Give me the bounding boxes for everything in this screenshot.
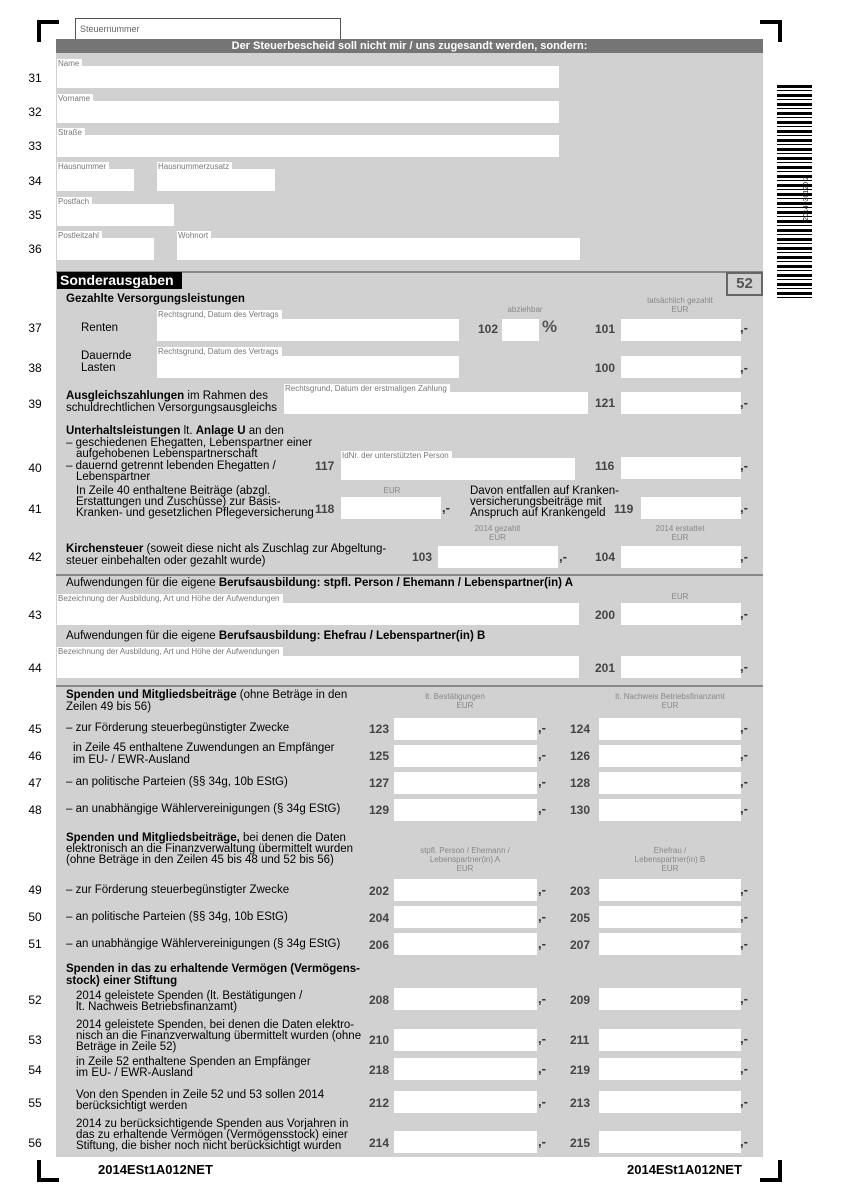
code-210: 210 xyxy=(369,1033,390,1047)
code-200: 200 xyxy=(595,608,616,622)
dash-219: ,- xyxy=(740,1061,748,1076)
ausbildung-b-heading: Aufwendungen für die eigene Berufsausbildung: Ehefrau / Lebenspartner(in) B xyxy=(66,630,486,642)
kirchensteuer-gezahlt-field[interactable] xyxy=(438,546,558,568)
dash-101: ,- xyxy=(740,320,748,335)
line-number-45: 45 xyxy=(28,722,42,736)
footer-form-id-left: 2014ESt1A012NET xyxy=(98,1162,213,1177)
line52-text-1: 2014 geleistete Spenden (lt. Bestätigungen / xyxy=(76,990,303,1002)
line54-text-2: im EU- / EWR-Ausland xyxy=(76,1067,193,1079)
line55-colA-field[interactable] xyxy=(394,1091,537,1113)
code-218: 218 xyxy=(369,1063,390,1077)
dash-201: ,- xyxy=(740,659,748,674)
dash-129: ,- xyxy=(538,801,546,816)
ausbildung-a-bezeichnung-field[interactable] xyxy=(57,603,579,625)
line52-text-2: lt. Nachweis Betriebsfinanzamt) xyxy=(76,1001,238,1013)
hausnummerzusatz-label: Hausnummerzusatz xyxy=(157,162,232,171)
steuernummer-label: Steuernummer xyxy=(80,24,140,34)
code-126: 126 xyxy=(570,749,591,763)
dash-210: ,- xyxy=(538,1031,546,1046)
ausbildung-b-bezeichnung-label: Bezeichnung der Ausbildung, Art und Höhe der Aufwendungen xyxy=(57,647,283,656)
krankengeld-field[interactable] xyxy=(641,497,741,519)
dash-103: ,- xyxy=(559,549,567,564)
code-117: 117 xyxy=(315,459,335,473)
line-number-41: 41 xyxy=(28,502,42,516)
spenden-col2-header-2: EUR xyxy=(661,701,679,710)
dash-130: ,- xyxy=(740,801,748,816)
dauernde-lasten-label-2: Lasten xyxy=(81,362,116,374)
postfach-label: Postfach xyxy=(57,197,92,206)
separator-spenden xyxy=(56,685,763,687)
unterhalt-text-3: aufgehobenen Lebenspartnerschaft xyxy=(76,448,258,460)
code-124: 124 xyxy=(570,722,591,736)
dash-100: ,- xyxy=(740,360,748,375)
tatsaechlich-header-2: EUR xyxy=(671,305,689,314)
code-103: 103 xyxy=(412,550,433,564)
dash-206: ,- xyxy=(538,936,546,951)
dash-202: ,- xyxy=(538,882,546,897)
line-number-56: 56 xyxy=(28,1136,42,1150)
stiftung-heading-2: stock) einer Stiftung xyxy=(66,975,178,987)
unterhalt-text-4: – dauernd getrennt lebenden Ehegatten / xyxy=(66,460,276,472)
line46-text-2: im EU- / EWR-Ausland xyxy=(73,754,190,766)
erstattet-header-1: 2014 erstattet xyxy=(655,524,705,533)
code-118: 118 xyxy=(315,502,335,516)
code-128: 128 xyxy=(570,776,591,790)
idnr-field[interactable] xyxy=(341,458,575,480)
code-104: 104 xyxy=(595,550,616,564)
dash-209: ,- xyxy=(740,991,748,1006)
code-219: 219 xyxy=(570,1063,591,1077)
line48-col2-field[interactable] xyxy=(599,799,741,821)
unterhalt-text-5: Lebenspartner xyxy=(76,471,151,483)
line-number-42: 42 xyxy=(28,550,42,564)
line-number-35: 35 xyxy=(28,208,42,222)
ausgleich-betrag-field[interactable] xyxy=(621,392,741,414)
stiftung-heading-1: Spenden in das zu erhaltende Vermögen (Vermögens- xyxy=(66,963,360,975)
line54-text-1: in Zeile 52 enthaltene Spenden an Empfänger xyxy=(76,1056,311,1068)
line-number-55: 55 xyxy=(28,1096,42,1110)
code-203: 203 xyxy=(570,884,591,898)
tatsaechlich-header-1: tatsächlich gezahlt xyxy=(647,296,713,305)
hausnummer-label: Hausnummer xyxy=(57,162,109,171)
corner-mark-bottom-right xyxy=(760,1160,782,1182)
dash-215: ,- xyxy=(740,1134,748,1149)
section-title: Sonderausgaben xyxy=(57,272,182,289)
strasse-label: Straße xyxy=(57,128,85,137)
dash-104: ,- xyxy=(740,549,748,564)
code-207: 207 xyxy=(570,938,591,952)
line47-col1-field[interactable] xyxy=(394,772,537,794)
code-202: 202 xyxy=(369,884,390,898)
line53-text-1: 2014 geleistete Spenden, bei denen die Daten elektro- xyxy=(76,1019,355,1031)
ausbildung-a-betrag-field[interactable] xyxy=(621,603,741,625)
dash-205: ,- xyxy=(740,909,748,924)
kirchensteuer-text-1: Kirchensteuer (soweit diese nicht als Zuschlag zur Abgeltung- xyxy=(66,543,387,555)
dash-127: ,- xyxy=(538,774,546,789)
code-100: 100 xyxy=(595,361,616,375)
hausnummer-field[interactable] xyxy=(57,169,134,191)
code-121: 121 xyxy=(595,396,616,410)
code-127: 127 xyxy=(369,776,390,790)
dash-204: ,- xyxy=(538,909,546,924)
steuernummer-field[interactable] xyxy=(75,18,341,40)
dash-125: ,- xyxy=(538,747,546,762)
code-206: 206 xyxy=(369,938,390,952)
line-number-40: 40 xyxy=(28,461,42,475)
code-101: 101 xyxy=(595,322,616,336)
colA-header-2: Lebenspartner(in) A xyxy=(429,855,501,864)
line-number-43: 43 xyxy=(28,608,42,622)
dash-208: ,- xyxy=(538,991,546,1006)
spenden-heading-2: Zeilen 49 bis 56) xyxy=(66,701,152,713)
code-208: 208 xyxy=(369,993,390,1007)
line-number-48: 48 xyxy=(28,803,42,817)
code-209: 209 xyxy=(570,993,591,1007)
lasten-rechtsgrund-field[interactable] xyxy=(157,356,459,378)
line41-left-3: Kranken- und gesetzlichen Pflegeversicherung xyxy=(76,507,314,519)
name-field[interactable] xyxy=(57,66,559,88)
dash-123: ,- xyxy=(538,720,546,735)
vorname-field[interactable] xyxy=(57,101,559,123)
strasse-field[interactable] xyxy=(57,135,559,157)
line53-colB-field[interactable] xyxy=(599,1029,741,1051)
line53-colA-field[interactable] xyxy=(394,1029,537,1051)
ausgleich-text-1: Ausgleichszahlungen im Rahmen des xyxy=(66,390,268,402)
idnr-label: IdNr. der unterstützten Person xyxy=(341,451,452,460)
spenden-elektronisch-heading-3: (ohne Beträge in den Zeilen 45 bis 48 und 52 bis 56) xyxy=(66,854,334,866)
line-number-44: 44 xyxy=(28,661,42,675)
line56-colA-field[interactable] xyxy=(394,1131,537,1153)
dash-119: ,- xyxy=(740,500,748,515)
gezahlt-header-1: 2014 gezahlt xyxy=(474,524,521,533)
ausgleich-text-2: schuldrechtlichen Versorgungsausgleichs xyxy=(66,402,277,414)
line53-text-2: nisch an die Finanzverwaltung übermittelt wurden (ohne xyxy=(76,1030,362,1042)
ausgleich-rechtsgrund-field[interactable] xyxy=(284,392,588,414)
dash-218: ,- xyxy=(538,1061,546,1076)
line41-eur-header: EUR xyxy=(383,486,401,495)
line51-text: – an unabhängige Wählervereinigungen (§ 34g EStG) xyxy=(66,938,341,950)
line54-colA-field[interactable] xyxy=(394,1058,537,1080)
dash-213: ,- xyxy=(740,1094,748,1109)
section-number-box: 52 xyxy=(726,272,763,296)
line49-colB-field[interactable] xyxy=(599,879,741,901)
percent-sign: % xyxy=(542,317,558,336)
renten-betrag-field[interactable] xyxy=(621,319,741,341)
postleitzahl-label: Postleitzahl xyxy=(57,231,102,240)
ausbildung-a-bezeichnung-label: Bezeichnung der Ausbildung, Art und Höhe der Aufwendungen xyxy=(57,594,283,603)
hausnummerzusatz-field[interactable] xyxy=(157,169,275,191)
wohnort-label: Wohnort xyxy=(177,231,211,240)
code-123: 123 xyxy=(369,722,390,736)
colB-header-3: EUR xyxy=(661,864,679,873)
line-number-33: 33 xyxy=(28,139,42,153)
dash-121: ,- xyxy=(740,395,748,410)
code-212: 212 xyxy=(369,1096,390,1110)
kirchensteuer-erstattet-field[interactable] xyxy=(621,546,741,568)
line56-text-1: 2014 zu berücksichtigende Spenden aus Vorjahren in xyxy=(76,1118,349,1130)
abziehbar-header: abziehbar xyxy=(507,305,543,314)
dash-200: ,- xyxy=(740,606,748,621)
colA-header-1: stpfl. Person / Ehemann / xyxy=(420,846,510,855)
corner-mark-bottom-left xyxy=(37,1160,59,1182)
dash-126: ,- xyxy=(740,747,748,762)
renten-label: Renten xyxy=(81,322,119,334)
ausbildung-a-heading: Aufwendungen für die eigene Berufsausbildung: stpfl. Person / Ehemann / Lebenspartner(in) A xyxy=(66,577,574,589)
name-label: Name xyxy=(57,59,82,68)
line56-text-3: Stiftung, die bisher noch nicht berücksichtigt wurden xyxy=(76,1140,342,1152)
code-102: 102 xyxy=(478,322,499,336)
line53-text-3: Beträge in Zeile 52) xyxy=(76,1041,177,1053)
ausbildung-eur-header: EUR xyxy=(671,592,689,601)
renten-rechtsgrund-field[interactable] xyxy=(157,319,459,341)
line46-col2-field[interactable] xyxy=(599,745,741,767)
dash-214: ,- xyxy=(538,1134,546,1149)
dash-118: ,- xyxy=(442,500,450,515)
line49-colA-field[interactable] xyxy=(394,879,537,901)
line54-colB-field[interactable] xyxy=(599,1058,741,1080)
kirchensteuer-text-2: steuer einbehalten oder gezahlt wurde) xyxy=(66,555,266,567)
line55-text-1: Von den Spenden in Zeile 52 und 53 sollen 2014 xyxy=(76,1089,325,1101)
erstattet-header-2: EUR xyxy=(671,533,689,542)
line-number-34: 34 xyxy=(28,174,42,188)
line50-colA-field[interactable] xyxy=(394,906,537,928)
line56-text-2: das zu erhaltende Vermögen (Vermögensstock) einer xyxy=(76,1129,348,1141)
abziehbar-percent-field[interactable] xyxy=(502,319,539,341)
line45-col1-field[interactable] xyxy=(394,718,537,740)
ausbildung-b-betrag-field[interactable] xyxy=(621,656,741,678)
line-number-49: 49 xyxy=(28,883,42,897)
code-116: 116 xyxy=(595,459,615,473)
spenden-col2-header-1: lt. Nachweis Betriebsfinanzamt xyxy=(615,692,725,701)
line46-text-1: in Zeile 45 enthaltene Zuwendungen an Empfänger xyxy=(73,742,335,754)
line-number-52: 52 xyxy=(28,993,42,1007)
dash-116: ,- xyxy=(740,458,748,473)
unterhalt-text-1: Unterhaltsleistungen lt. Anlage U an den xyxy=(66,425,284,437)
line-number-47: 47 xyxy=(28,776,42,790)
spenden-heading-1: Spenden und Mitgliedsbeiträge (ohne Beträge in den xyxy=(66,689,348,701)
line50-text: – an politische Parteien (§§ 34g, 10b EStG) xyxy=(66,911,288,923)
code-205: 205 xyxy=(570,911,591,925)
code-215: 215 xyxy=(570,1136,591,1150)
line-number-46: 46 xyxy=(28,749,42,763)
line-number-38: 38 xyxy=(28,361,42,375)
line55-colB-field[interactable] xyxy=(599,1091,741,1113)
line-number-50: 50 xyxy=(28,910,42,924)
colB-header-2: Lebenspartner(in) B xyxy=(634,855,706,864)
lasten-rechtsgrund-label: Rechtsgrund, Datum des Vertrags xyxy=(157,347,282,356)
line51-colB-field[interactable] xyxy=(599,933,741,955)
code-204: 204 xyxy=(369,911,390,925)
unterhalt-betrag-field[interactable] xyxy=(621,457,741,479)
spenden-col1-header-1: lt. Bestätigungen xyxy=(425,692,485,701)
code-214: 214 xyxy=(369,1136,390,1150)
dash-203: ,- xyxy=(740,882,748,897)
ausbildung-b-bezeichnung-field[interactable] xyxy=(57,656,579,678)
postleitzahl-field[interactable] xyxy=(57,238,154,260)
colA-header-3: EUR xyxy=(456,864,474,873)
line51-colA-field[interactable] xyxy=(394,933,537,955)
line41-right-1: Davon entfallen auf Kranken- xyxy=(470,485,619,497)
line-number-32: 32 xyxy=(28,105,42,119)
line48-text: – an unabhängige Wählervereinigungen (§ 34g EStG) xyxy=(66,803,341,815)
spenden-col1-header-2: EUR xyxy=(456,701,474,710)
line41-right-2: versicherungsbeiträge mit xyxy=(470,496,602,508)
line-number-36: 36 xyxy=(28,242,42,256)
line41-right-3: Anspruch auf Krankengeld xyxy=(470,507,606,519)
dash-207: ,- xyxy=(740,936,748,951)
gezahlt-header-2: EUR xyxy=(489,533,506,542)
dash-211: ,- xyxy=(740,1031,748,1046)
postfach-field[interactable] xyxy=(57,204,174,226)
code-211: 211 xyxy=(570,1033,590,1047)
line47-col2-field[interactable] xyxy=(599,772,741,794)
footer-form-id-right: 2014ESt1A012NET xyxy=(627,1162,742,1177)
line41-left-2: Erstattungen und Zuschüsse) zur Basis- xyxy=(76,496,281,508)
code-129: 129 xyxy=(369,803,390,817)
colB-header-1: Ehefrau / xyxy=(653,846,687,855)
dash-128: ,- xyxy=(740,774,748,789)
vorname-label: Vorname xyxy=(57,94,93,103)
line49-text: – zur Förderung steuerbegünstigter Zwecke xyxy=(66,884,290,896)
dash-124: ,- xyxy=(740,720,748,735)
line56-colB-field[interactable] xyxy=(599,1131,741,1153)
code-130: 130 xyxy=(570,803,591,817)
line-number-37: 37 xyxy=(28,321,42,335)
line50-colB-field[interactable] xyxy=(599,906,741,928)
line46-col1-field[interactable] xyxy=(394,745,537,767)
barcode-text: 2014030120 2 xyxy=(802,176,810,221)
line-number-39: 39 xyxy=(28,397,42,411)
line48-col1-field[interactable] xyxy=(394,799,537,821)
line52-colB-field[interactable] xyxy=(599,988,741,1010)
line-number-53: 53 xyxy=(28,1033,42,1047)
code-201: 201 xyxy=(595,661,616,675)
code-125: 125 xyxy=(369,749,390,763)
unterhalt-text-2: – geschiedenen Ehegatten, Lebenspartner einer xyxy=(66,437,313,449)
code-213: 213 xyxy=(570,1096,591,1110)
line-number-31: 31 xyxy=(28,71,42,85)
renten-rechtsgrund-label: Rechtsgrund, Datum des Vertrags xyxy=(157,310,282,319)
line45-text: – zur Förderung steuerbegünstigter Zwecke xyxy=(66,722,290,734)
line41-left-1: In Zeile 40 enthaltene Beiträge (abzgl. xyxy=(76,485,271,497)
dash-212: ,- xyxy=(538,1094,546,1109)
separator-ausbildung xyxy=(56,574,763,576)
line52-colA-field[interactable] xyxy=(394,988,537,1010)
recipient-banner xyxy=(56,39,763,53)
wohnort-field[interactable] xyxy=(177,238,580,260)
line-number-51: 51 xyxy=(28,937,42,951)
versorgung-heading: Gezahlte Versorgungsleistungen xyxy=(66,293,245,305)
corner-mark-top-right xyxy=(760,20,782,42)
line45-col2-field[interactable] xyxy=(599,718,741,740)
line55-text-2: berücksichtigt werden xyxy=(76,1100,188,1112)
basis-kranken-field[interactable] xyxy=(341,497,441,519)
recipient-banner-text: Der Steuerbescheid soll nicht mir / uns zugesandt werden, sondern: xyxy=(231,40,588,52)
lasten-betrag-field[interactable] xyxy=(621,356,741,378)
code-119: 119 xyxy=(614,502,634,516)
dauernde-lasten-label-1: Dauernde xyxy=(81,350,132,362)
ausgleich-rechtsgrund-label: Rechtsgrund, Datum der erstmaligen Zahlung xyxy=(284,384,450,393)
spenden-elektronisch-heading-2: elektronisch an die Finanzverwaltung übermittelt wurden xyxy=(66,843,354,855)
line-number-54: 54 xyxy=(28,1063,42,1077)
line47-text: – an politische Parteien (§§ 34g, 10b EStG) xyxy=(66,776,288,788)
spenden-elektronisch-heading-1: Spenden und Mitgliedsbeiträge, bei denen die Daten xyxy=(66,832,346,844)
